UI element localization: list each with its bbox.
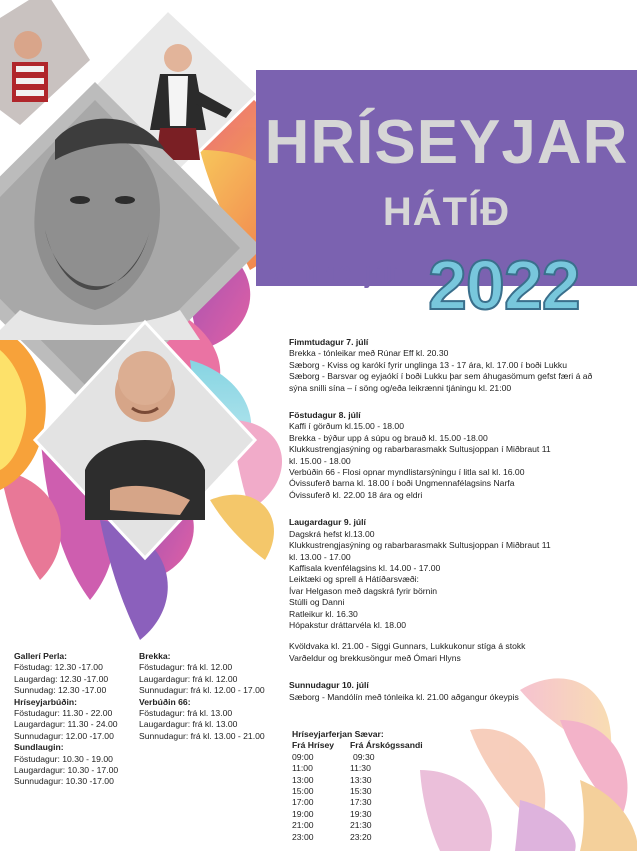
- festival-title: HRÍSEYJAR: [264, 108, 629, 177]
- festival-subtitle: HÁTÍÐ: [382, 190, 511, 234]
- program-day-heading: Laugardagur 9. júlí: [289, 517, 366, 528]
- hours-line: Föstudagur: frá kl. 12.00: [139, 662, 233, 673]
- program-item: Ratleikur kl. 16.30: [289, 608, 358, 619]
- ferry-time: 11:30: [350, 763, 371, 774]
- ferry-time: 19:00: [292, 808, 314, 819]
- festival-year: 2022: [428, 246, 580, 324]
- program-item: Sæborg - Kviss og karókí fyrir unglinga 13 - 17 ára, kl. 17.00 í boði Lukku: [289, 359, 568, 370]
- ferry-header-row: [292, 740, 423, 751]
- ferry-row: [292, 820, 423, 831]
- hours-line: Laugardagur: 10.30 - 17.00: [14, 765, 119, 776]
- program-item: Hópakstur dráttarvéla kl. 18.00: [289, 619, 407, 630]
- program-day-heading: Föstudagur 8. júlí: [289, 410, 361, 421]
- program-item: Ívar Helgason með dagskrá fyrir börnin: [289, 585, 438, 596]
- hours-line: Föstudagur: 10.30 - 19.00: [14, 753, 113, 764]
- ferry-time: 21:30: [350, 820, 372, 831]
- hours-line: Sunnudagur: frá kl. 13.00 - 21.00: [139, 730, 265, 741]
- ferry-row: [292, 832, 423, 843]
- program-item: Klukkustrengjasýning og rabarbarasmakk Sultusjoppan í Miðbraut 11: [289, 444, 551, 455]
- program-item: Sæborg - Mandólín með tónleika kl. 21.00 aðgangur ókeypis: [289, 691, 519, 702]
- program-item: Brekka - býður upp á súpu og brauð kl. 15.00 -18.00: [289, 432, 488, 443]
- venue-heading: Verbúðin 66:: [139, 696, 191, 707]
- program-item: Óvissuferð kl. 22.00 18 ára og eldri: [289, 489, 423, 500]
- program-item: Dagskrá hefst kl.13.00: [289, 528, 375, 539]
- ferry-row: [292, 786, 423, 797]
- opening-hours-right: [139, 651, 265, 742]
- venue-heading: Sundlaugin:: [14, 742, 64, 753]
- ferry-timetable: [292, 729, 423, 843]
- program-item: sýna snilli sína – í söng og/eða leikrænni tjáningu kl. 21:00: [289, 382, 512, 393]
- program-item: Óvissuferð barna kl. 18.00 í boði Ungmennafélagsins Narfa: [289, 478, 515, 489]
- program-schedule: [289, 337, 619, 703]
- hours-line: Föstudag: 12.30 -17.00: [14, 662, 103, 673]
- hours-line: Sunnudagur: 10.30 -17.00: [14, 776, 114, 787]
- ferry-time: 11:00: [292, 763, 313, 774]
- ferry-time: 13:00: [292, 774, 314, 785]
- venue-heading: Hríseyjarbúðin:: [14, 696, 78, 707]
- program-item: kl. 13.00 - 17.00: [289, 551, 351, 562]
- ferry-time: 21:00: [292, 820, 314, 831]
- hours-line: Laugardagur: 11.30 - 24.00: [14, 719, 118, 730]
- ferry-time: 13:30: [350, 774, 372, 785]
- festival-dates: 7. til 10. júlí: [270, 262, 400, 289]
- hours-line: Sunnudag: 12.30 -17.00: [14, 685, 107, 696]
- ferry-col-hrisey: Frá Hrísey: [292, 740, 335, 751]
- program-item: Kaffi í görðum kl.15.00 - 18.00: [289, 421, 404, 432]
- ferry-row: [292, 797, 423, 808]
- ferry-row: [292, 809, 423, 820]
- program-item: Brekka - tónleikar með Rúnar Eff kl. 20.30: [289, 348, 449, 359]
- program-item: Leiktæki og sprell á Hátíðarsvæði:: [289, 574, 419, 585]
- ferry-row: [292, 763, 423, 774]
- ferry-time: 15:00: [292, 786, 314, 797]
- opening-hours-left: [14, 651, 118, 788]
- hours-line: Föstudagur: frá kl. 13.00: [139, 708, 233, 719]
- ferry-time: 09:30: [353, 751, 375, 762]
- hours-line: Laugardagur: frá kl. 12.00: [139, 673, 238, 684]
- hours-line: Föstudagur: 11.30 - 22.00: [14, 708, 113, 719]
- program-item: Kaffisala kvenfélagsins kl. 14.00 - 17.00: [289, 562, 441, 573]
- hours-line: Laugardagur: frá kl. 13.00: [139, 719, 238, 730]
- program-item: kl. 15.00 - 18.00: [289, 455, 351, 466]
- program-item: Klukkustrengjasýning og rabarbarasmakk Sultusjoppan í Miðbraut 11: [289, 540, 551, 551]
- flower-petals-bottom-right: [420, 678, 637, 851]
- ferry-time: 19:30: [350, 808, 372, 819]
- program-item: Sæborg - Barsvar og eyjaókí í boði Lukku þar sem áhugasömum gefst færi á að: [289, 371, 593, 382]
- ferry-time: 17:30: [350, 797, 372, 808]
- ferry-title: Hríseyjarferjan Sævar:: [292, 729, 384, 739]
- program-item: Stúlli og Danni: [289, 597, 345, 608]
- venue-heading: Brekka:: [139, 651, 171, 661]
- program-item: Varðeldur og brekkusöngur með Ómari Hlyns: [289, 652, 461, 663]
- hours-line: Laugardag: 12.30 -17.00: [14, 673, 109, 684]
- hours-line: Sunnudagur: 12.00 -17.00: [14, 730, 114, 741]
- ferry-time: 09:00: [292, 751, 314, 762]
- ferry-row: [292, 775, 423, 786]
- ferry-time: 17:00: [292, 797, 314, 808]
- program-item: Verbúðin 66 - Flosi opnar myndlistarsýningu í litla sal kl. 16.00: [289, 467, 525, 478]
- ferry-time: 23:00: [292, 831, 314, 842]
- ferry-row: [292, 752, 423, 763]
- program-day-heading: Fimmtudagur 7. júlí: [289, 337, 369, 347]
- program-item: Kvöldvaka kl. 21.00 - Siggi Gunnars, Lukkukonur stíga á stokk: [289, 641, 526, 652]
- program-day-heading: Sunnudagur 10. júlí: [289, 680, 369, 691]
- venue-heading: Gallerí Perla:: [14, 651, 68, 661]
- ferry-time: 15:30: [350, 786, 372, 797]
- ferry-time: 23:20: [350, 831, 372, 842]
- hours-line: Sunnudagur: frá kl. 12.00 - 17.00: [139, 685, 265, 696]
- ferry-col-arskogssandur: Frá Árskógssandi: [350, 740, 423, 751]
